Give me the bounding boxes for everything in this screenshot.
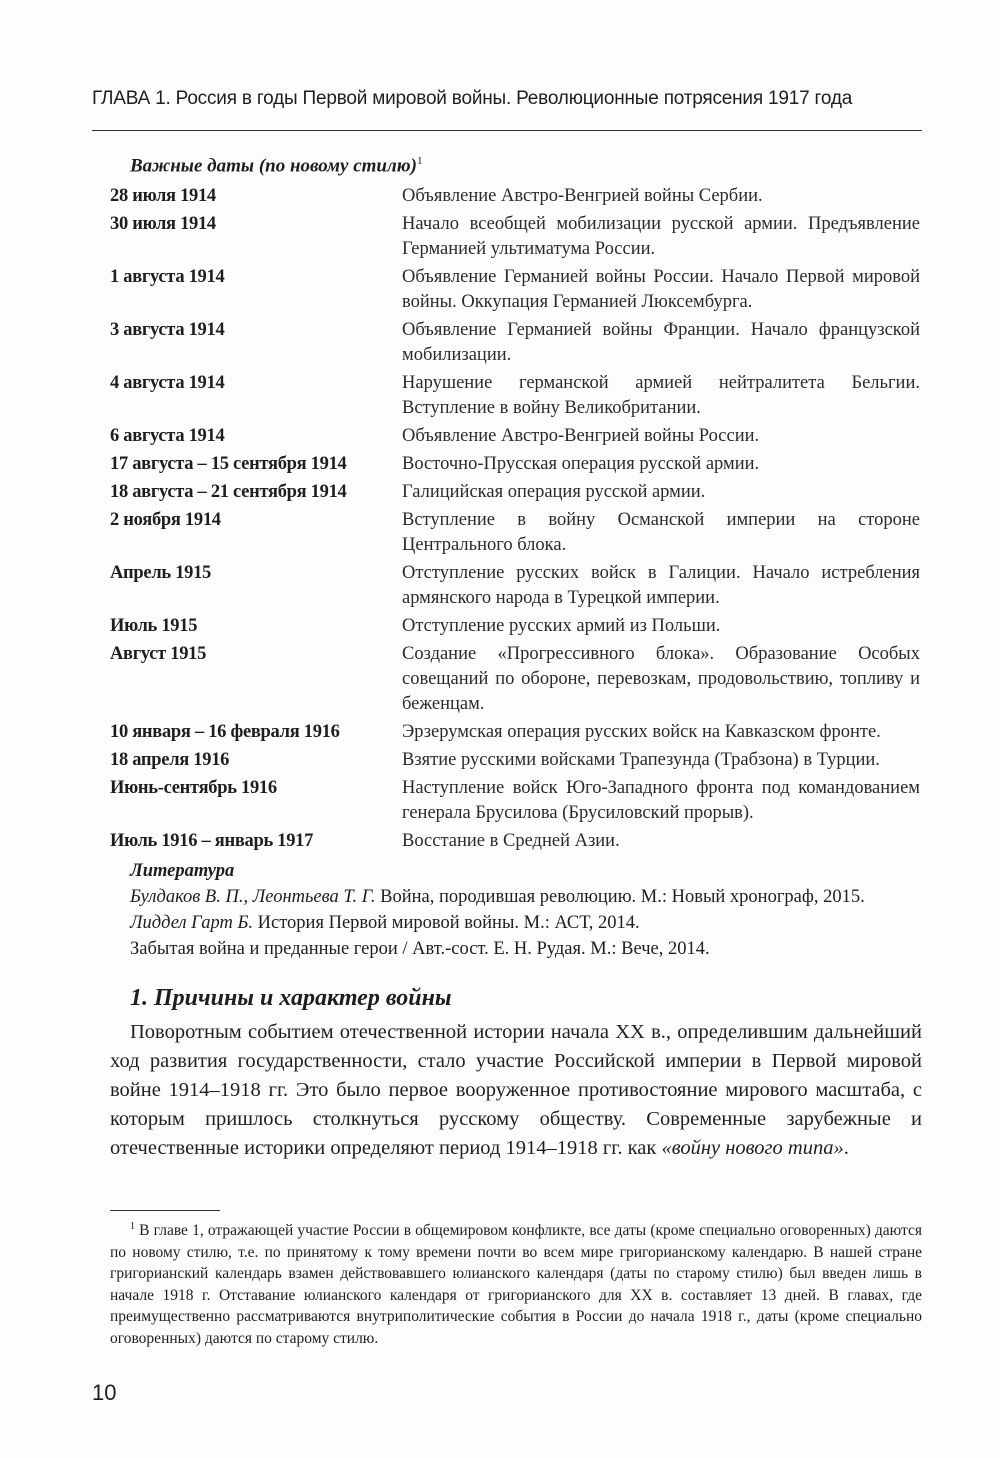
date-row [110, 508, 920, 558]
dates-title [130, 155, 422, 177]
literature-item [130, 936, 930, 962]
literature-text: Война, породившая революцию. М.: Новый хронограф, 2015. [375, 887, 865, 907]
date-row [110, 829, 920, 854]
running-header: ГЛАВА 1. Россия в годы Первой мировой войны. Революционные потрясения 1917 года [92, 88, 853, 109]
paragraph-end: . [843, 1137, 849, 1159]
date-row [110, 371, 920, 421]
literature-item [130, 910, 930, 936]
date-event: Начало всеобщей мобилизации русской армии. Предъявление Германией ультиматума России. [402, 214, 920, 259]
footnote [110, 1216, 922, 1349]
date-label: 10 января – 16 февраля 1916 [110, 722, 340, 742]
date-label: Апрель 1915 [110, 563, 212, 583]
section-paragraph [110, 1018, 922, 1163]
date-label: 1 августа 1914 [110, 267, 225, 287]
date-event: Восстание в Средней Азии. [402, 831, 620, 851]
paragraph-start: Поворотным событием отечественной истории начала XX в., определившим дальнейший ход развития государственности, стало участие Российской империи в Первой мировой войне 1914–1918 гг. Это было первое вооруженное противостояние мирового масштаба, с которым пришлось столкнуться русскому обществу. Современные зарубежные и отечественные историки определяют период 1914–1918 гг. как [110, 1021, 922, 1159]
date-label: 3 августа 1914 [110, 320, 225, 340]
date-row [110, 480, 920, 505]
date-row [110, 720, 920, 745]
date-label: 4 августа 1914 [110, 373, 225, 393]
literature-text: История Первой мировой войны. М.: АСТ, 2014. [253, 913, 640, 933]
date-row [110, 614, 920, 639]
footnote-text: В главе 1, отражающей участие России в общемировом конфликте, все даты (кроме специально оговоренных) даются по новому стилю, т.е. по принятому к тому времени почти во всем мире григорианскому календарю. В нашей стране григорианский календарь взамен действовавшего юлианского календаря (даты по старому стилю) был введен лишь в начале 1918 г. Отставание юлианского календаря от григорианского для XX в. составляет 13 дней. В главах, где преимущественно рассматриваются внутриполитические события в России до начала 1918 г., даты (кроме специально оговоренных) даются по старому стилю. [110, 1222, 922, 1347]
literature-author: Булдаков В. П., Леонтьева Т. Г. [130, 887, 376, 907]
date-label: Июль 1916 – январь 1917 [110, 831, 314, 851]
date-row [110, 184, 920, 209]
date-label: Июнь-сентябрь 1916 [110, 778, 277, 798]
literature-text: Забытая война и преданные герои / Авт.-сост. Е. Н. Рудая. М.: Вече, 2014. [130, 939, 710, 959]
literature-title: Литература [130, 861, 235, 881]
date-event: Отступление русских армий из Польши. [402, 616, 721, 636]
date-event: Отступление русских войск в Галиции. Начало истребления армянского народа в Турецкой империи. [402, 563, 920, 608]
page-number: 10 [92, 1380, 117, 1405]
date-event: Нарушение германской армией нейтралитета Бельгии. Вступление в войну Великобритании. [402, 373, 920, 418]
footnote-rule [110, 1210, 220, 1211]
dates-title-text: Важные даты (по новому стилю) [130, 155, 417, 177]
date-event: Наступление войск Юго-Западного фронта под командованием генерала Брусилова (Брусиловский прорыв). [402, 778, 920, 823]
paragraph-emphasis: «войну нового типа» [661, 1137, 844, 1159]
date-row [110, 452, 920, 477]
date-event: Взятие русскими войсками Трапезунда (Трабзона) в Турции. [402, 750, 880, 770]
date-row [110, 424, 920, 449]
date-event: Объявление Австро-Венгрией войны Сербии. [402, 186, 763, 206]
date-event: Эрзерумская операция русских войск на Кавказском фронте. [402, 722, 881, 742]
date-event: Объявление Австро-Венгрией войны России. [402, 426, 760, 446]
footnote-ref: 1 [416, 155, 423, 167]
date-row [110, 776, 920, 826]
date-row [110, 642, 920, 717]
date-row [110, 318, 920, 368]
date-row [110, 561, 920, 611]
date-event: Объявление Германией войны России. Начало Первой мировой войны. Оккупация Германией Люксембурга. [402, 267, 920, 312]
date-label: 17 августа – 15 сентября 1914 [110, 454, 347, 474]
date-event: Галицийская операция русской армии. [402, 482, 706, 502]
date-label: 18 августа – 21 сентября 1914 [110, 482, 347, 502]
date-label: 30 июля 1914 [110, 214, 216, 234]
literature-author: Лиддел Гарт Б. [130, 913, 254, 933]
footnote-mark: 1 [130, 1221, 135, 1232]
date-event: Восточно-Прусская операция русской армии. [402, 454, 760, 474]
section-title: 1. Причины и характер войны [130, 985, 452, 1011]
literature-item [130, 884, 930, 910]
header-rule [92, 130, 922, 131]
date-label: 6 августа 1914 [110, 426, 225, 446]
dates-table [110, 184, 920, 857]
date-label: Июль 1915 [110, 616, 198, 636]
date-event: Объявление Германией войны Франции. Начало французской мобилизации. [402, 320, 920, 365]
date-label: 18 апреля 1916 [110, 750, 230, 770]
date-event: Вступление в войну Османской империи на стороне Центрального блока. [402, 510, 920, 555]
date-row [110, 265, 920, 315]
literature [130, 858, 930, 962]
date-row [110, 212, 920, 262]
date-row [110, 748, 920, 773]
date-label: 28 июля 1914 [110, 186, 216, 206]
date-event: Создание «Прогрессивного блока». Образование Особых совещаний по обороне, перевозкам, продовольствию, топливу и беженцам. [402, 644, 920, 714]
date-label: Август 1915 [110, 644, 207, 664]
date-label: 2 ноября 1914 [110, 510, 221, 530]
